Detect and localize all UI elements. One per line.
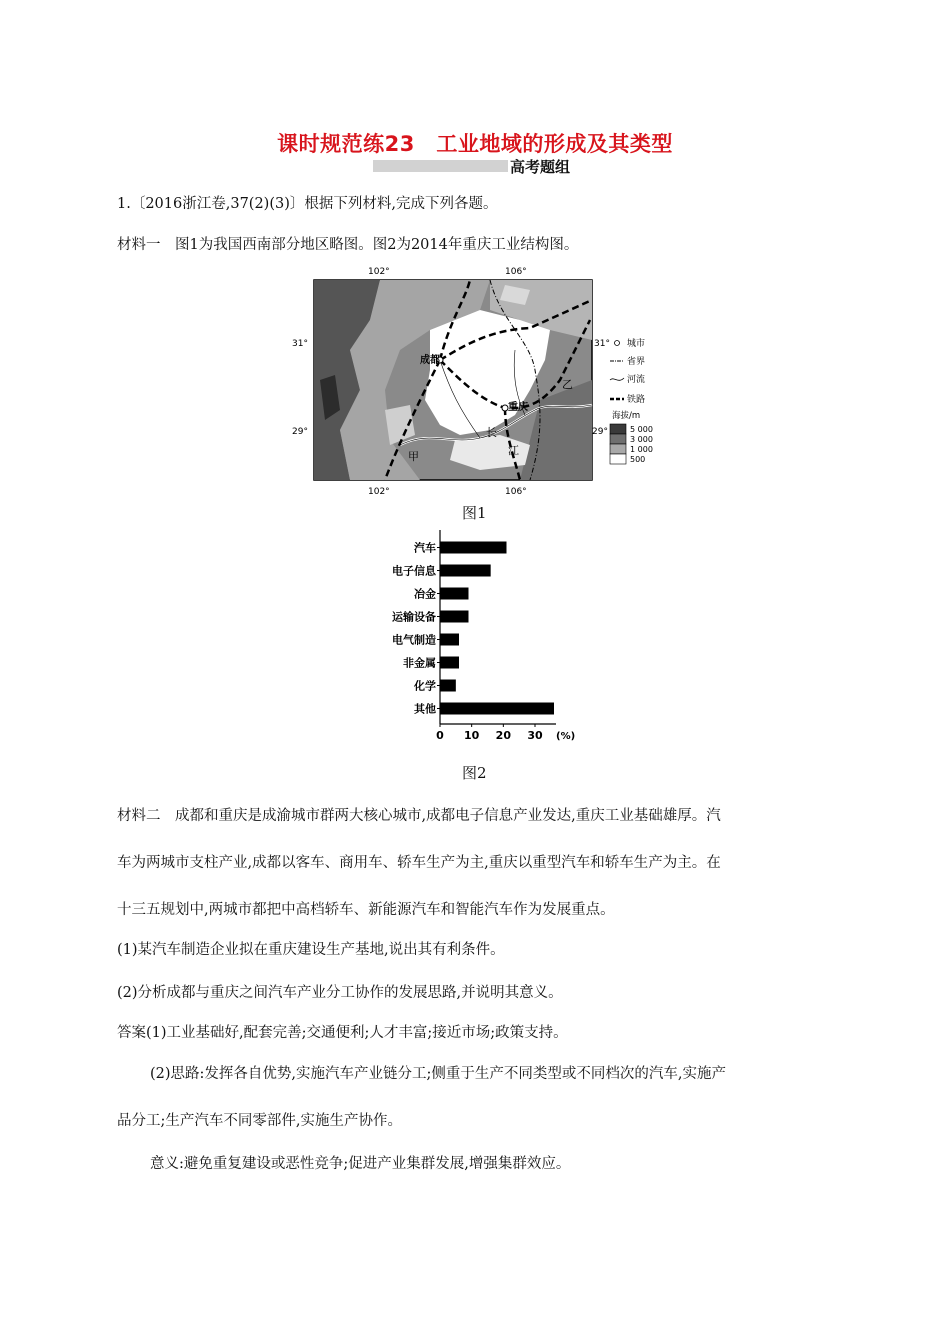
lon-top-right: 106° bbox=[505, 267, 527, 277]
lat-left-bottom: 29° bbox=[292, 427, 308, 437]
lat-right-top: 31° bbox=[594, 339, 610, 349]
label-yi: 乙 bbox=[562, 378, 573, 391]
bar-1 bbox=[440, 565, 491, 577]
bar-7 bbox=[440, 703, 554, 715]
material-two-line1: 材料二 成都和重庆是成渝城市群两大核心城市,成都电子信息产业发达,重庆工业基础雄厚。汽 bbox=[117, 808, 721, 824]
label-jia: 甲 bbox=[408, 450, 419, 463]
legend-river-icon bbox=[610, 378, 624, 380]
legend-elev-swatch bbox=[610, 424, 626, 434]
category-label: 电子信息 bbox=[392, 564, 436, 578]
legend-elev-label: 5 000 bbox=[630, 425, 653, 434]
category-label: 冶金 bbox=[414, 587, 436, 601]
material-two-line2: 车为两城市支柱产业,成都以客车、商用车、轿车生产为主,重庆以重型汽车和轿车生产为主。在 bbox=[117, 855, 721, 871]
page-title: 课时规范练23 工业地域的形成及其类型 bbox=[277, 132, 673, 156]
lon-bottom-right: 106° bbox=[505, 487, 527, 497]
lon-top-left: 102° bbox=[368, 267, 390, 277]
legend-elev-swatch bbox=[610, 454, 626, 464]
page-subtitle: 高考题组 bbox=[510, 158, 571, 176]
figure2-caption: 图2 bbox=[462, 764, 487, 782]
legend-city-icon bbox=[615, 341, 620, 346]
x-tick-label: 30 bbox=[527, 729, 543, 742]
category-label: 电气制造 bbox=[392, 633, 436, 647]
label-chang: 长 bbox=[486, 426, 497, 439]
category-label: 非金属 bbox=[403, 656, 436, 670]
answer-2-line2: 品分工;生产汽车不同零部件,实施生产协作。 bbox=[117, 1113, 402, 1129]
lat-left-top: 31° bbox=[292, 339, 308, 349]
category-label: 其他 bbox=[414, 702, 436, 716]
legend-province: 省界 bbox=[627, 357, 646, 367]
bar-5 bbox=[440, 657, 459, 669]
x-tick-label: 0 bbox=[436, 729, 444, 742]
legend-elev-label: 1 000 bbox=[630, 445, 653, 454]
bar-2 bbox=[440, 588, 469, 600]
sub-question-1: (1)某汽车制造企业拟在重庆建设生产基地,说出其有利条件。 bbox=[117, 942, 505, 958]
sub-question-2: (2)分析成都与重庆之间汽车产业分工协作的发展思路,并说明其意义。 bbox=[117, 985, 563, 1001]
figure1-map bbox=[290, 260, 670, 500]
answer-1: 答案(1)工业基础好,配套完善;交通便利;人才丰富;接近市场;政策支持。 bbox=[117, 1025, 568, 1041]
label-chongqing: 重庆 bbox=[508, 402, 528, 413]
legend-river: 河流 bbox=[627, 375, 646, 385]
x-tick-label: 10 bbox=[464, 729, 480, 742]
category-label: 化学 bbox=[414, 679, 436, 693]
legend-elev-label: 3 000 bbox=[630, 435, 653, 444]
material-one: 材料一 图1为我国西南部分地区略图。图2为2014年重庆工业结构图。 bbox=[117, 237, 579, 253]
legend-elev-title: 海拔/m bbox=[612, 411, 641, 421]
bar-3 bbox=[440, 611, 469, 623]
material-two-line3: 十三五规划中,两城市都把中高档轿车、新能源汽车和智能汽车作为发展重点。 bbox=[117, 902, 615, 918]
x-tick-label: 20 bbox=[495, 729, 511, 742]
answer-3: 意义:避免重复建设或恶性竞争;促进产业集群发展,增强集群效应。 bbox=[150, 1156, 571, 1172]
answer-2-line1: (2)思路:发挥各自优势,实施汽车产业链分工;侧重于生产不同类型或不同档次的汽车,实施产 bbox=[150, 1066, 727, 1082]
legend-elev-label: 500 bbox=[630, 455, 646, 464]
legend-city: 城市 bbox=[627, 339, 646, 349]
label-chengdu: 成都 bbox=[420, 355, 440, 366]
question-intro: 1.〔2016浙江卷,37(2)(3)〕根据下列材料,完成下列各题。 bbox=[117, 196, 498, 212]
legend-elev-swatch bbox=[610, 434, 626, 444]
bar-6 bbox=[440, 680, 456, 692]
legend-elev-swatch bbox=[610, 444, 626, 454]
category-label: 汽车 bbox=[414, 541, 436, 555]
figure1-caption: 图1 bbox=[462, 504, 487, 522]
category-label: 运输设备 bbox=[392, 610, 436, 624]
x-axis-unit: (%) bbox=[556, 731, 576, 742]
subtitle-bar bbox=[373, 160, 508, 172]
lon-bottom-left: 102° bbox=[368, 487, 390, 497]
legend-railway: 铁路 bbox=[627, 395, 646, 405]
lat-right-bottom: 29° bbox=[592, 427, 608, 437]
figure2-chart bbox=[378, 530, 578, 745]
bar-0 bbox=[440, 542, 507, 554]
label-jiang: 江 bbox=[508, 444, 519, 457]
map-legend bbox=[610, 337, 653, 464]
bar-4 bbox=[440, 634, 459, 646]
